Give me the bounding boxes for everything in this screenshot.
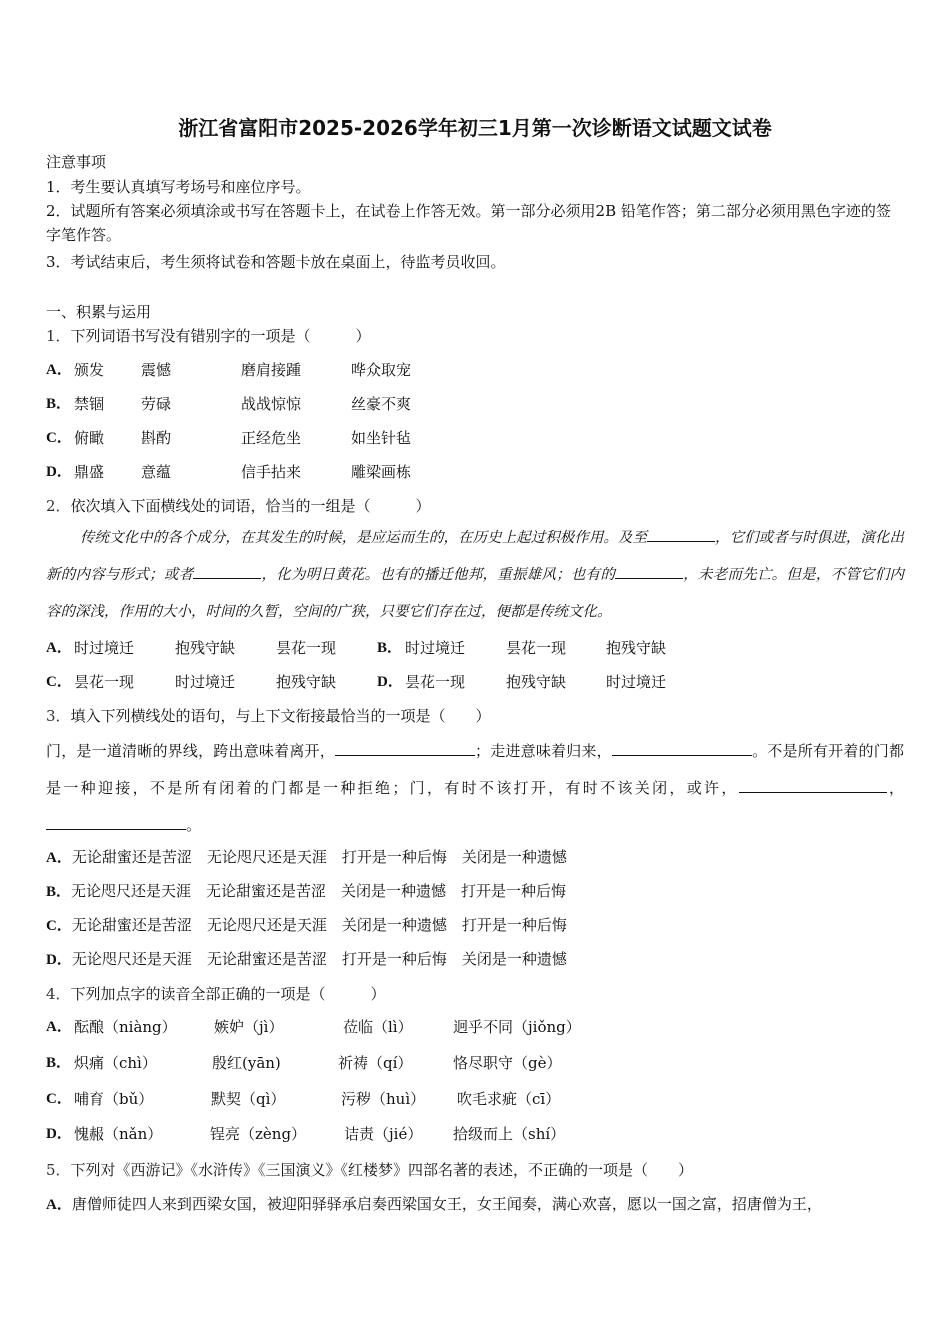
option-text: 无论甜蜜还是苦涩 无论咫尺还是天涯 关闭是一种遗憾 打开是一种后悔 <box>71 916 567 934</box>
option-label: A． <box>46 362 72 378</box>
blank-line <box>46 815 186 830</box>
option-word: 默契（qì） <box>211 1090 286 1108</box>
notice-item: 1．考生要认真填写考场号和座位序号。 <box>46 178 311 196</box>
option-label: D． <box>46 464 72 480</box>
option-word: 意蕴 <box>141 463 172 481</box>
option-word: 禁锢 <box>74 395 105 413</box>
option-label: B． <box>46 884 72 900</box>
option-word: 祈祷（qí） <box>338 1054 413 1072</box>
option-label: A． <box>46 1197 72 1213</box>
option-word: 吹毛求疵（cī） <box>457 1090 561 1108</box>
blank-line <box>739 778 859 793</box>
option-word: 愧赧（nǎn） <box>74 1125 163 1143</box>
option-word: 炽痛（chì） <box>74 1054 157 1072</box>
section-heading: 一、积累与运用 <box>46 303 152 321</box>
option-word: 昙花一现 <box>276 639 337 657</box>
option-word: 时过境迁 <box>74 639 135 657</box>
option-word: 诘责（jié） <box>344 1125 423 1143</box>
option-text: 无论咫尺还是天涯 无论甜蜜还是苦涩 打开是一种后悔 关闭是一种遗憾 <box>71 950 567 968</box>
passage-text: 门，是一道清晰的界线，跨出意味着离开， <box>46 742 335 760</box>
option-label: A． <box>46 850 72 866</box>
option-word: 昙花一现 <box>74 673 135 691</box>
option-word: 雕梁画栋 <box>351 463 412 481</box>
blank-line <box>193 564 261 579</box>
question-5 <box>46 1160 693 1180</box>
option-word: 殷红(yān) <box>212 1054 281 1072</box>
option-label: C． <box>46 430 72 446</box>
option-word: 颁发 <box>74 361 105 379</box>
question-number: 2． <box>46 497 71 515</box>
option-label: B． <box>377 640 403 656</box>
question-number: 5． <box>46 1161 71 1179</box>
option-word: 震憾 <box>141 361 172 379</box>
passage-text: 传统文化中的各个成分，在其发生的时候，是应运而生的，在历史上起过积极作用。及至 <box>80 530 647 546</box>
option-label: C． <box>46 1091 72 1107</box>
notice-item: 2．试题所有答案必须填涂或书写在答题卡上，在试卷上作答无效。第一部分必须用2B 铅笔作答；第二部分必须用黑色字迹的签字笔作答。 <box>46 202 891 244</box>
option-word: 哺育（bǔ） <box>74 1090 154 1108</box>
option-word: 斟酌 <box>141 429 172 447</box>
option-word: 抱残守缺 <box>276 673 337 691</box>
option-word: 正经危坐 <box>241 429 302 447</box>
option-word: 恪尽职守（gè） <box>453 1054 562 1072</box>
passage-text: 。 <box>186 816 202 834</box>
blank-line <box>647 527 715 542</box>
page-title: 浙江省富阳市2025-2026学年初三1月第一次诊断语文试题文试卷 <box>178 116 772 140</box>
passage-text: ，化为明日黄花。也有的播迁他邦，重振雄风；也有的 <box>261 567 616 583</box>
option-word: 迥乎不同（jiǒng） <box>453 1018 581 1036</box>
passage-text: ，它们或者与时俱进，演化出新的内容与形式；或者 <box>46 530 904 583</box>
notice-heading: 注意事项 <box>46 153 107 171</box>
option-word: 俯瞰 <box>74 429 105 447</box>
option-row[interactable] <box>46 949 567 970</box>
option-label: A． <box>46 1019 72 1035</box>
option-word: 鼎盛 <box>74 463 105 481</box>
question-stem: 下列词语书写没有错别字的一项是（ ） <box>70 327 371 345</box>
option-word: 污秽（huì） <box>341 1090 426 1108</box>
passage-text: ， <box>886 779 904 797</box>
option-word: 时过境迁 <box>405 639 466 657</box>
option-word: 锃亮（zèng） <box>210 1125 307 1143</box>
option-word: 抱残守缺 <box>506 673 567 691</box>
option-row[interactable] <box>46 1194 822 1215</box>
option-text: 无论咫尺还是天涯 无论甜蜜还是苦涩 关闭是一种遗憾 打开是一种后悔 <box>71 882 567 900</box>
question-number: 3． <box>46 707 71 725</box>
blank-line <box>335 741 475 756</box>
option-word: 时过境迁 <box>175 673 236 691</box>
option-label: B． <box>46 1055 72 1071</box>
option-word: 丝豪不爽 <box>351 395 412 413</box>
option-row[interactable] <box>46 847 567 868</box>
option-label: A． <box>46 640 72 656</box>
blank-line <box>859 778 887 793</box>
option-word: 昙花一现 <box>506 639 567 657</box>
option-label: C． <box>46 918 72 934</box>
option-word: 嫉妒（jì） <box>214 1018 284 1036</box>
q3-passage <box>46 733 904 844</box>
option-word: 劳碌 <box>141 395 172 413</box>
question-4 <box>46 984 386 1004</box>
question-1 <box>46 326 371 346</box>
option-word: 昙花一现 <box>405 673 466 691</box>
option-word: 拾级而上（shí） <box>453 1125 566 1143</box>
option-label: B． <box>46 396 72 412</box>
option-label: D． <box>46 1126 72 1142</box>
option-word: 信手拈来 <box>241 463 302 481</box>
option-text: 无论甜蜜还是苦涩 无论咫尺还是天涯 打开是一种后悔 关闭是一种遗憾 <box>71 848 567 866</box>
question-3 <box>46 706 491 726</box>
option-word: 莅临（lì） <box>343 1018 413 1036</box>
question-stem: 下列对《西游记》《水浒传》《三国演义》《红楼梦》四部名著的表述，不正确的一项是（ ） <box>70 1161 694 1179</box>
notice-item: 3．考试结束后，考生须将试卷和答题卡放在桌面上，待监考员收回。 <box>46 253 506 271</box>
option-row[interactable] <box>46 881 566 902</box>
option-word: 酝酿（niàng） <box>74 1018 177 1036</box>
option-word: 战战惊惊 <box>241 395 302 413</box>
option-word: 哗众取宠 <box>351 361 412 379</box>
question-number: 4． <box>46 985 71 1003</box>
option-word: 磨肩接踵 <box>241 361 302 379</box>
option-text: 唐僧师徒四人来到西梁女国，被迎阳驿驿承启奏西梁国女王，女王闻奏，满心欢喜，愿以一国之富，招唐僧为王， <box>71 1195 822 1213</box>
question-2 <box>46 496 431 516</box>
question-stem: 填入下列横线处的语句，与上下文衔接最恰当的一项是（ ） <box>70 707 491 725</box>
question-number: 1． <box>46 327 71 345</box>
passage-text: ；走进意味着归来， <box>474 742 612 760</box>
question-stem: 依次填入下面横线处的词语，恰当的一组是（ ） <box>70 497 431 515</box>
blank-line <box>615 564 683 579</box>
option-label: D． <box>46 952 72 968</box>
q2-passage <box>46 520 904 631</box>
option-word: 抱残守缺 <box>175 639 236 657</box>
passage-text: ，未老而先亡。但是，不管它们内容的深浅，作用的大小，时间的久暂，空间的广狭，只要它们存在过，便都是传统文化。 <box>46 567 905 620</box>
option-row[interactable] <box>46 915 567 936</box>
option-word: 抱残守缺 <box>606 639 667 657</box>
blank-line <box>612 741 752 756</box>
passage-text: 。不是所有开着的门都是一种迎接，不是所有闭着的门都是一种拒绝；门，有时不该打开，有时不该关闭，或许， <box>46 742 904 797</box>
option-label: C． <box>46 674 72 690</box>
question-stem: 下列加点字的读音全部正确的一项是（ ） <box>70 985 386 1003</box>
option-word: 时过境迁 <box>606 673 667 691</box>
option-word: 如坐针毡 <box>351 429 412 447</box>
option-label: D． <box>377 674 403 690</box>
